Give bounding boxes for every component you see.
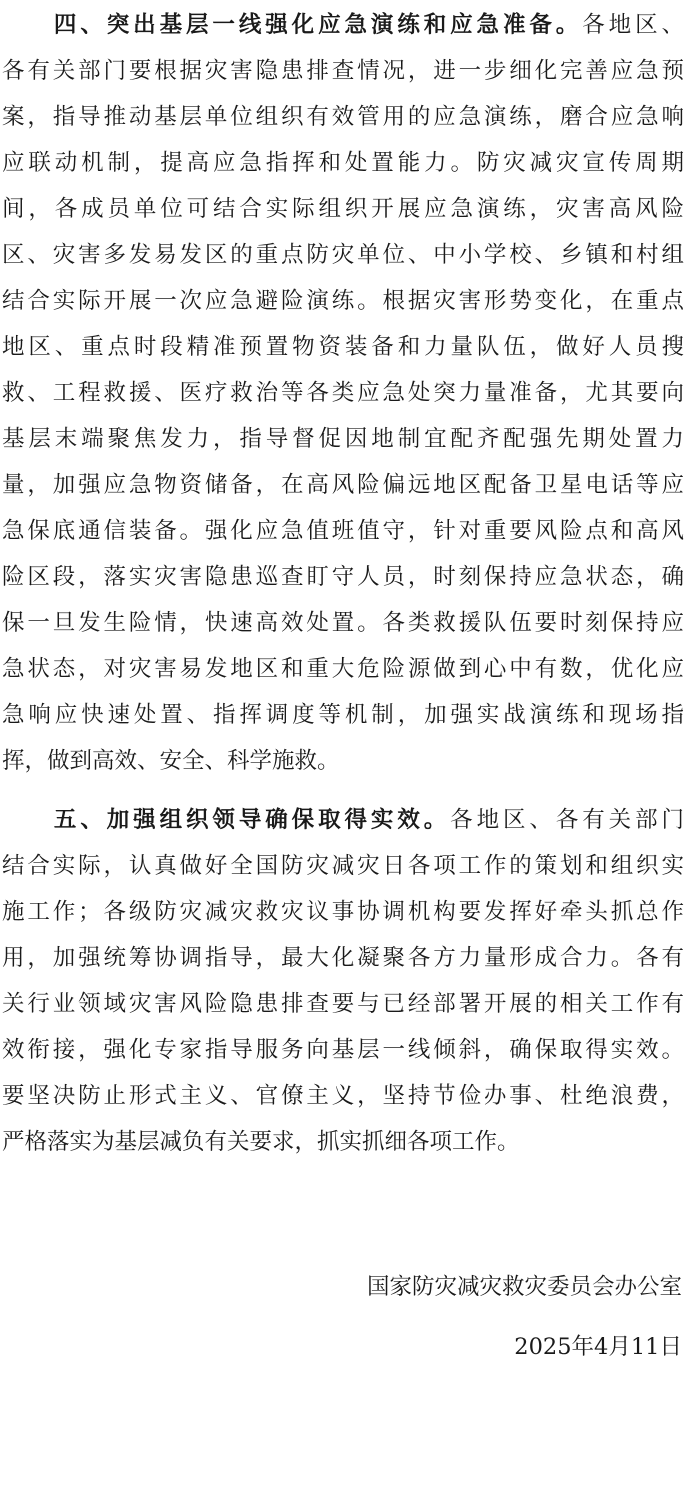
section4-line-8: 地区、重点时段精准预置物资装备和力量队伍，做好人员搜 (2, 334, 684, 360)
section4-line-5: 间，各成员单位可结合实际组织开展应急演练，灾害高风险 (2, 196, 684, 222)
section4-line-12: 急保底通信装备。强化应急值班值守，针对重要风险点和高风 (2, 518, 684, 544)
section5-line-2: 结合实际，认真做好全国防灾减灾日各项工作的策划和组织实 (2, 853, 684, 879)
section5-line-1 (2, 805, 684, 835)
section5-line-4: 用，加强统筹协调指导，最大化凝聚各方力量形成合力。各有 (2, 945, 684, 971)
section4-heading: 四、突出基层一线强化应急演练和应急准备。 (50, 12, 583, 38)
section4-line-16: 急响应快速处置、指挥调度等机制，加强实战演练和现场指 (2, 702, 684, 728)
section4-line-9: 救、工程救援、医疗救治等各类应急处突力量准备，尤其要向 (2, 380, 684, 406)
signature-org: 国家防灾减灾救灾委员会办公室 (366, 1274, 682, 1300)
section4-line-13: 险区段，落实灾害隐患巡查盯守人员，时刻保持应急状态，确 (2, 564, 684, 590)
section5-line-7: 要坚决防止形式主义、官僚主义，坚持节俭办事、杜绝浪费， (2, 1083, 684, 1109)
section5-line-6: 效衔接，强化专家指导服务向基层一线倾斜，确保取得实效。 (2, 1037, 684, 1063)
section4-line-2: 各有关部门要根据灾害隐患排查情况，进一步细化完善应急预 (2, 58, 684, 84)
section5-heading: 五、加强组织领导确保取得实效。 (50, 807, 451, 833)
section4-line-11: 量，加强应急物资储备，在高风险偏远地区配备卫星电话等应 (2, 472, 684, 498)
section4-line-6: 区、灾害多发易发区的重点防灾单位、中小学校、乡镇和村组 (2, 242, 684, 268)
section4-line-1 (2, 10, 684, 40)
section4-text-start: 各地区、 (582, 12, 684, 38)
section5-line-5: 关行业领域灾害风险隐患排查要与已经部署开展的相关工作有 (2, 991, 684, 1017)
section5-line-8: 严格落实为基层减负有关要求，抓实抓细各项工作。 (2, 1129, 520, 1155)
section4-line-4: 应联动机制，提高应急指挥和处置能力。防灾减灾宣传周期 (2, 150, 684, 176)
section5-text-start: 各地区、各有关部门 (450, 807, 684, 833)
section4-line-15: 急状态，对灾害易发地区和重大危险源做到心中有数，优化应 (2, 656, 684, 682)
section4-line-10: 基层末端聚焦发力，指导督促因地制宜配齐配强先期处置力 (2, 426, 684, 452)
section5-line-3: 施工作；各级防灾减灾救灾议事协调机构要发挥好牵头抓总作 (2, 899, 684, 925)
section4-line-7: 结合实际开展一次应急避险演练。根据灾害形势变化，在重点 (2, 288, 684, 314)
section4-line-3: 案，指导推动基层单位组织有效管用的应急演练，磨合应急响 (2, 104, 684, 130)
section4-line-17: 挥，做到高效、安全、科学施救。 (2, 748, 340, 774)
signature-date: 2025年4月11日 (514, 1334, 682, 1360)
section4-line-14: 保一旦发生险情，快速高效处置。各类救援队伍要时刻保持应 (2, 610, 684, 636)
